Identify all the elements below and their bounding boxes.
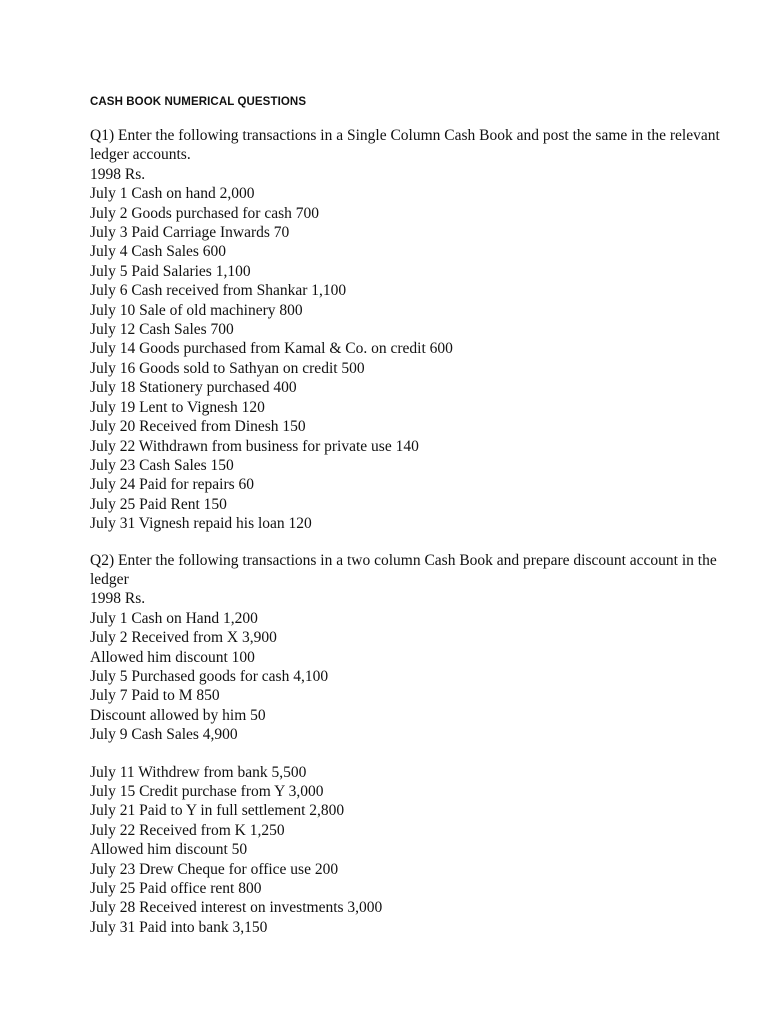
transaction-line: July 20 Received from Dinesh 150 bbox=[90, 418, 306, 436]
transaction-line: July 21 Paid to Y in full settlement 2,800 bbox=[90, 802, 345, 820]
transaction-line: July 1 Cash on Hand 1,200 bbox=[90, 609, 258, 627]
question-2-transactions-part-2 bbox=[90, 763, 730, 938]
transaction-line: July 22 Received from K 1,250 bbox=[90, 821, 285, 839]
transaction-line: July 11 Withdrew from bank 5,500 bbox=[90, 763, 307, 781]
transaction-line: 1998 Rs. bbox=[90, 590, 146, 608]
question-2-text: Q2) Enter the following transactions in a two column Cash Book and prepare discount account in the ledger bbox=[90, 551, 717, 588]
question-1-transactions bbox=[90, 165, 730, 534]
transaction-line: Discount allowed by him 50 bbox=[90, 706, 266, 724]
transaction-line: July 31 Vignesh repaid his loan 120 bbox=[90, 515, 312, 533]
transaction-line: July 12 Cash Sales 700 bbox=[90, 321, 234, 339]
section-spacer bbox=[90, 534, 730, 551]
document-title: CASH BOOK NUMERICAL QUESTIONS bbox=[90, 96, 307, 108]
transaction-line: July 3 Paid Carriage Inwards 70 bbox=[90, 224, 290, 242]
transaction-line: July 28 Received interest on investments 3,000 bbox=[90, 899, 383, 917]
paragraph-spacer bbox=[90, 745, 730, 763]
document-page bbox=[90, 94, 730, 937]
transaction-line: July 2 Received from X 3,900 bbox=[90, 629, 277, 647]
transaction-line: July 1 Cash on hand 2,000 bbox=[90, 185, 255, 203]
transaction-line: July 31 Paid into bank 3,150 bbox=[90, 918, 268, 936]
transaction-line: July 16 Goods sold to Sathyan on credit 500 bbox=[90, 359, 365, 377]
transaction-line: July 6 Cash received from Shankar 1,100 bbox=[90, 282, 347, 300]
transaction-line: July 24 Paid for repairs 60 bbox=[90, 476, 255, 494]
transaction-line: July 22 Withdrawn from business for private use 140 bbox=[90, 437, 419, 455]
transaction-line: July 14 Goods purchased from Kamal & Co. on credit 600 bbox=[90, 340, 453, 358]
question-2 bbox=[90, 551, 730, 938]
transaction-line: Allowed him discount 100 bbox=[90, 648, 255, 666]
transaction-line: July 25 Paid office rent 800 bbox=[90, 880, 262, 898]
question-2-transactions-part-1 bbox=[90, 589, 730, 744]
transaction-line: July 10 Sale of old machinery 800 bbox=[90, 301, 303, 319]
question-1 bbox=[90, 126, 730, 534]
transaction-line: July 4 Cash Sales 600 bbox=[90, 243, 227, 261]
transaction-line: July 7 Paid to M 850 bbox=[90, 687, 220, 705]
transaction-line: July 9 Cash Sales 4,900 bbox=[90, 726, 238, 744]
transaction-line: July 19 Lent to Vignesh 120 bbox=[90, 398, 265, 416]
transaction-line: 1998 Rs. bbox=[90, 165, 146, 183]
transaction-line: July 15 Credit purchase from Y 3,000 bbox=[90, 783, 324, 800]
transaction-line: July 25 Paid Rent 150 bbox=[90, 495, 227, 513]
transaction-line: Allowed him discount 50 bbox=[90, 841, 248, 859]
transaction-line: July 18 Stationery purchased 400 bbox=[90, 379, 297, 397]
question-1-text: Q1) Enter the following transactions in a Single Column Cash Book and post the same in the relevant ledger accounts. bbox=[90, 127, 720, 164]
transaction-line: July 23 Drew Cheque for office use 200 bbox=[90, 860, 339, 878]
transaction-line: July 5 Paid Salaries 1,100 bbox=[90, 262, 251, 280]
transaction-line: July 5 Purchased goods for cash 4,100 bbox=[90, 667, 329, 685]
transaction-line: July 23 Cash Sales 150 bbox=[90, 456, 234, 474]
transaction-line: July 2 Goods purchased for cash 700 bbox=[90, 204, 320, 222]
